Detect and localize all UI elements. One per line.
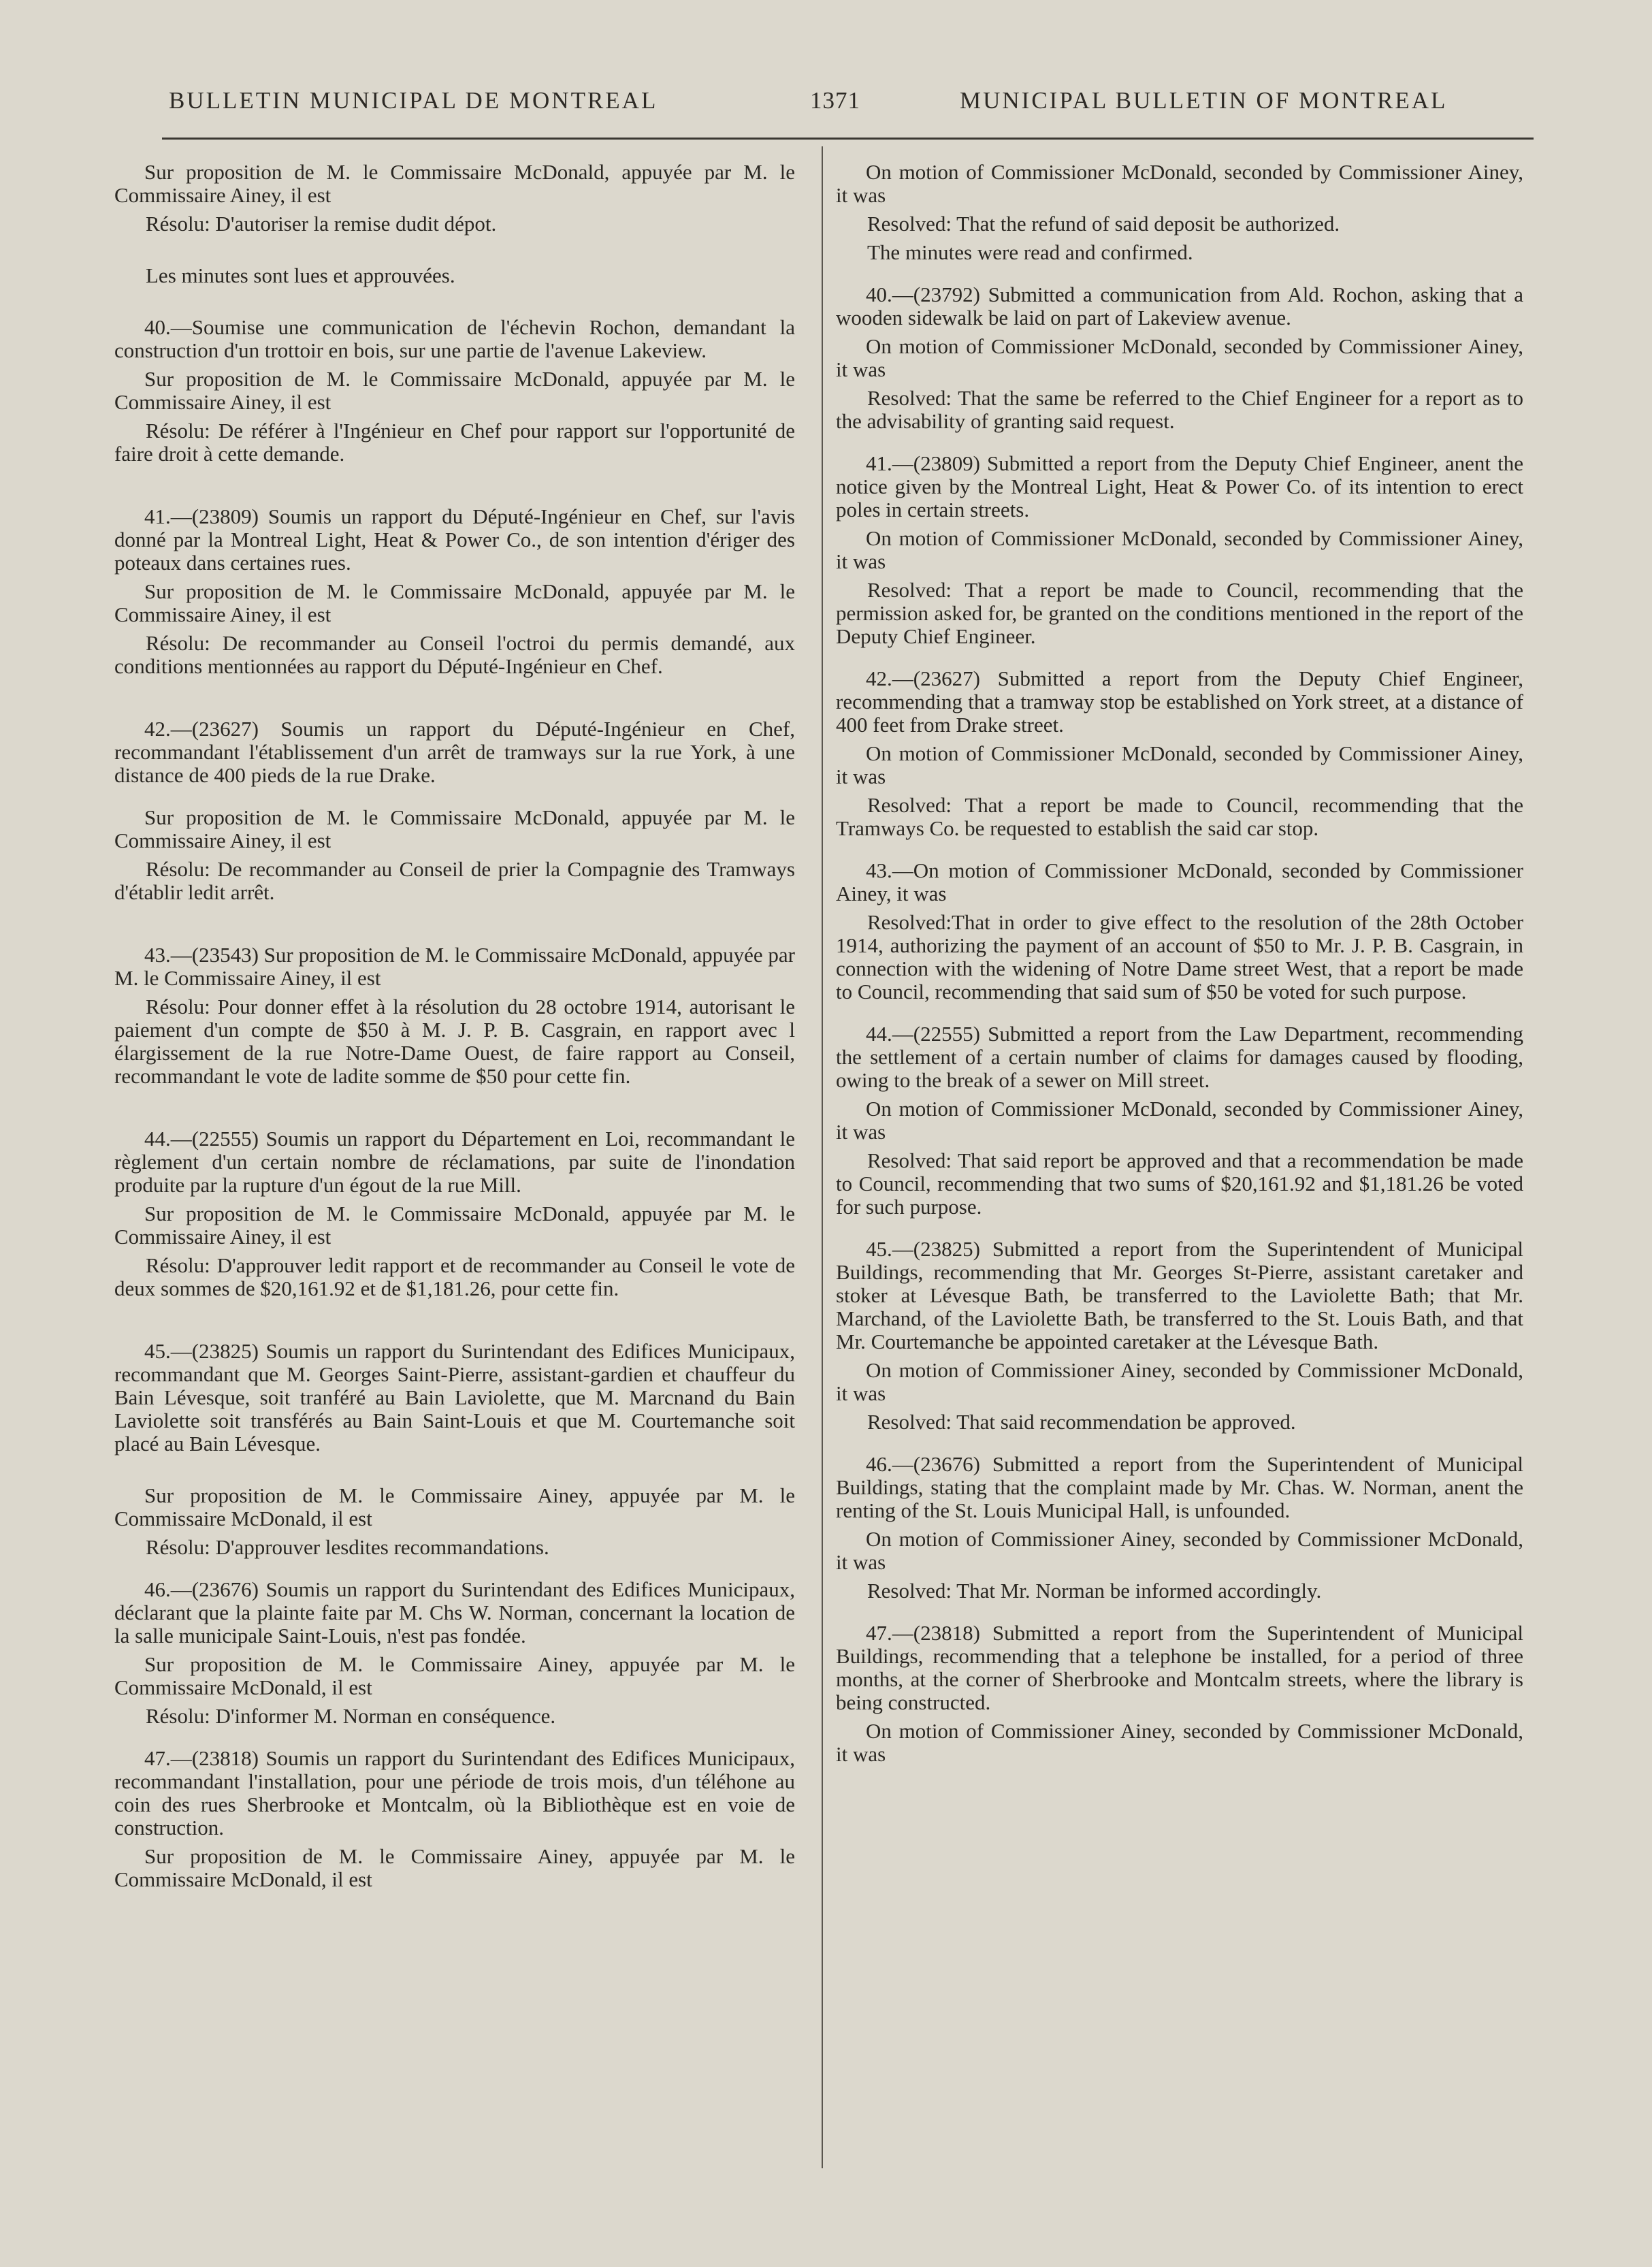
french-paragraph: 47.—(23818) Soumis un rapport du Surintendant des Edifices Municipaux, recommandant l'installation, pour une période de trois mois, d'un téléhone au coin des rues Sherbrooke et Montcalm, où la Bibliothèque est en voie de construction. xyxy=(114,1746,795,1839)
french-paragraph: 41.—(23809) Soumis un rapport du Député-Ingénieur en Chef, sur l'avis donné par la Montreal Light, Heat & Power Co., de son intention d'ériger des poteaux dans certaines rues. xyxy=(114,504,795,575)
english-paragraph: 46.—(23676) Submitted a report from the Superintendent of Municipal Buildings, stating that the complaint made by Mr. Chas. W. Norman, anent the renting of the St. Louis Municipal Hall, is unfounded. xyxy=(836,1452,1523,1522)
english-paragraph: 42.—(23627) Submitted a report from the Deputy Chief Engineer, recommending that a tramway stop be established on York street, at a distance of 400 feet from Drake street. xyxy=(836,666,1523,737)
header-left-title: BULLETIN MUNICIPAL DE MONTREAL xyxy=(169,87,658,114)
french-paragraph: Résolu: De référer à l'Ingénieur en Chef pour rapport sur l'opportunité de faire droit à cette demande. xyxy=(114,419,795,466)
english-paragraph: On motion of Commissioner Ainey, seconded by Commissioner McDonald, it was xyxy=(836,1358,1523,1405)
french-paragraph: Résolu: D'informer M. Norman en conséquence. xyxy=(146,1704,556,1728)
english-paragraph: On motion of Commissioner McDonald, seconded by Commissioner Ainey, it was xyxy=(836,160,1523,207)
french-paragraph: 43.—(23543) Sur proposition de M. le Commissaire McDonald, appuyée par M. le Commissaire Ainey, il est xyxy=(114,943,795,990)
english-paragraph: 40.—(23792) Submitted a communication from Ald. Rochon, asking that a wooden sidewalk be laid on part of Lakeview avenue. xyxy=(836,283,1523,329)
english-paragraph: Resolved: That a report be made to Council, recommending that the Tramways Co. be requested to establish the said car stop. xyxy=(836,793,1523,840)
english-paragraph: 41.—(23809) Submitted a report from the Deputy Chief Engineer, anent the notice given by the Montreal Light, Heat & Power Co. of its intention to erect poles in certain streets. xyxy=(836,451,1523,521)
french-paragraph: Sur proposition de M. le Commissaire McDonald, appuyée par M. le Commissaire Ainey, il est xyxy=(114,805,795,852)
english-paragraph: 44.—(22555) Submitted a report from the Law Department, recommending the settlement of a certain number of claims for damages caused by flooding, owing to the break of a sewer on Mill street. xyxy=(836,1022,1523,1092)
english-paragraph: Resolved: That the same be referred to the Chief Engineer for a report as to the advisability of granting said request. xyxy=(836,386,1523,433)
english-column xyxy=(836,161,1523,1766)
french-paragraph: Sur proposition de M. le Commissaire Ainey, appuyée par M. le Commissaire McDonald, il est xyxy=(114,1844,795,1891)
french-paragraph: Sur proposition de M. le Commissaire Ainey, appuyée par M. le Commissaire McDonald, il est xyxy=(114,1652,795,1699)
english-paragraph: On motion of Commissioner Ainey, seconded by Commissioner McDonald, it was xyxy=(836,1719,1523,1766)
english-paragraph: 45.—(23825) Submitted a report from the Superintendent of Municipal Buildings, recommending that Mr. Georges St-Pierre, assistant caretaker and stoker at Lévesque Bath, be transferred to the Laviolette Bath; that Mr. Marchand, of the Laviolette Bath, be transferred to the St. Louis Bath, and that Mr. Courtemanche be appointed caretaker at the Lévesque Bath. xyxy=(836,1237,1523,1353)
french-paragraph: Sur proposition de M. le Commissaire McDonald, appuyée par M. le Commissaire Ainey, il est xyxy=(114,1202,795,1249)
english-paragraph: Resolved: That said report be approved and that a recommendation be made to Council, recommending that two sums of $20,161.92 and $1,181.26 be voted for such purpose. xyxy=(836,1148,1523,1219)
english-paragraph: 47.—(23818) Submitted a report from the Superintendent of Municipal Buildings, recommending that a telephone be installed, for a period of three months, at the corner of Sherbrooke and Montcalm streets, where the library is being constructed. xyxy=(836,1621,1523,1714)
english-paragraph: On motion of Commissioner Ainey, seconded by Commissioner McDonald, it was xyxy=(836,1527,1523,1574)
english-paragraph: Resolved: That the refund of said deposit be authorized. xyxy=(867,212,1340,236)
french-paragraph: Les minutes sont lues et approuvées. xyxy=(146,263,455,287)
english-paragraph: Resolved: That a report be made to Council, recommending that the permission asked for, be granted on the conditions mentioned in the report of the Deputy Chief Engineer. xyxy=(836,578,1523,648)
french-paragraph: 45.—(23825) Soumis un rapport du Surintendant des Edifices Municipaux, recommandant que M. Georges Saint-Pierre, assistant-gardien et chauffeur du Bain Lévesque, soit tranféré au Bain Laviolette, que M. Marcnand du Bain Laviolette soit transférés au Bain Saint-Louis et que M. Courtemanche soit placé au Bain Lévesque. xyxy=(114,1339,795,1456)
english-paragraph: On motion of Commissioner McDonald, seconded by Commissioner Ainey, it was xyxy=(836,741,1523,788)
french-paragraph: Résolu: De recommander au Conseil de prier la Compagnie des Tramways d'établir ledit arrêt. xyxy=(114,857,795,904)
french-paragraph: 46.—(23676) Soumis un rapport du Surintendant des Edifices Municipaux, déclarant que la plainte faite par M. Chs W. Norman, concernant la location de la salle municipale Saint-Louis, n'est pas fondée. xyxy=(114,1577,795,1647)
header-rule xyxy=(162,138,1534,140)
french-paragraph: Résolu: D'autoriser la remise dudit dépot. xyxy=(146,212,497,236)
french-paragraph: 40.—Soumise une communication de l'échevin Rochon, demandant la construction d'un trottoir en bois, sur une partie de l'avenue Lakeview. xyxy=(114,315,795,362)
english-paragraph: 43.—On motion of Commissioner McDonald, seconded by Commissioner Ainey, it was xyxy=(836,858,1523,905)
french-paragraph: 42.—(23627) Soumis un rapport du Député-Ingénieur en Chef, recommandant l'établissement d'un arrêt de tramways sur la rue York, à une distance de 400 pieds de la rue Drake. xyxy=(114,717,795,787)
english-paragraph: Resolved:That in order to give effect to the resolution of the 28th October 1914, authorizing the payment of an account of $50 to Mr. J. P. B. Casgrain, in connection with the widening of Notre Dame street West, that a report be made to Council, recommending that said sum of $50 be voted for such purpose. xyxy=(836,910,1523,1003)
french-paragraph: Sur proposition de M. le Commissaire McDonald, appuyée par M. le Commissaire Ainey, il est xyxy=(114,367,795,414)
english-paragraph: On motion of Commissioner McDonald, seconded by Commissioner Ainey, it was xyxy=(836,1097,1523,1144)
french-column xyxy=(114,161,795,1891)
english-paragraph: On motion of Commissioner McDonald, seconded by Commissioner Ainey, it was xyxy=(836,526,1523,573)
french-paragraph: Résolu: De recommander au Conseil l'octroi du permis demandé, aux conditions mentionnées au rapport du Député-Ingénieur en Chef. xyxy=(114,631,795,678)
column-divider xyxy=(822,146,823,2168)
french-paragraph: 44.—(22555) Soumis un rapport du Département en Loi, recommandant le règlement d'un certain nombre de réclamations, par suite de l'inondation produite par la rupture d'un égout de la rue Mill. xyxy=(114,1127,795,1197)
french-paragraph: Résolu: D'approuver ledit rapport et de recommander au Conseil le vote de deux sommes de $20,161.92 et de $1,181.26, pour cette fin. xyxy=(114,1253,795,1300)
english-paragraph: On motion of Commissioner McDonald, seconded by Commissioner Ainey, it was xyxy=(836,334,1523,381)
page-number: 1371 xyxy=(810,87,860,114)
french-paragraph: Résolu: Pour donner effet à la résolution du 28 octobre 1914, autorisant le paiement d'un compte de $50 à M. J. P. B. Casgrain, en rapport avec l élargissement de la rue Notre-Dame Ouest, de faire rapport au Conseil, recommandant le vote de ladite somme de $50 pour cette fin. xyxy=(114,995,795,1088)
english-paragraph: Resolved: That Mr. Norman be informed accordingly. xyxy=(867,1579,1322,1603)
french-paragraph: Sur proposition de M. le Commissaire Ainey, appuyée par M. le Commissaire McDonald, il est xyxy=(114,1483,795,1530)
french-paragraph: Sur proposition de M. le Commissaire McDonald, appuyée par M. le Commissaire Ainey, il est xyxy=(114,579,795,626)
french-paragraph: Sur proposition de M. le Commissaire McDonald, appuyée par M. le Commissaire Ainey, il est xyxy=(114,160,795,207)
english-paragraph: Resolved: That said recommendation be approved. xyxy=(867,1410,1296,1434)
header-right-title: MUNICIPAL BULLETIN OF MONTREAL xyxy=(960,87,1448,114)
french-paragraph: Résolu: D'approuver lesdites recommandations. xyxy=(146,1535,549,1559)
english-paragraph: The minutes were read and confirmed. xyxy=(867,240,1193,264)
